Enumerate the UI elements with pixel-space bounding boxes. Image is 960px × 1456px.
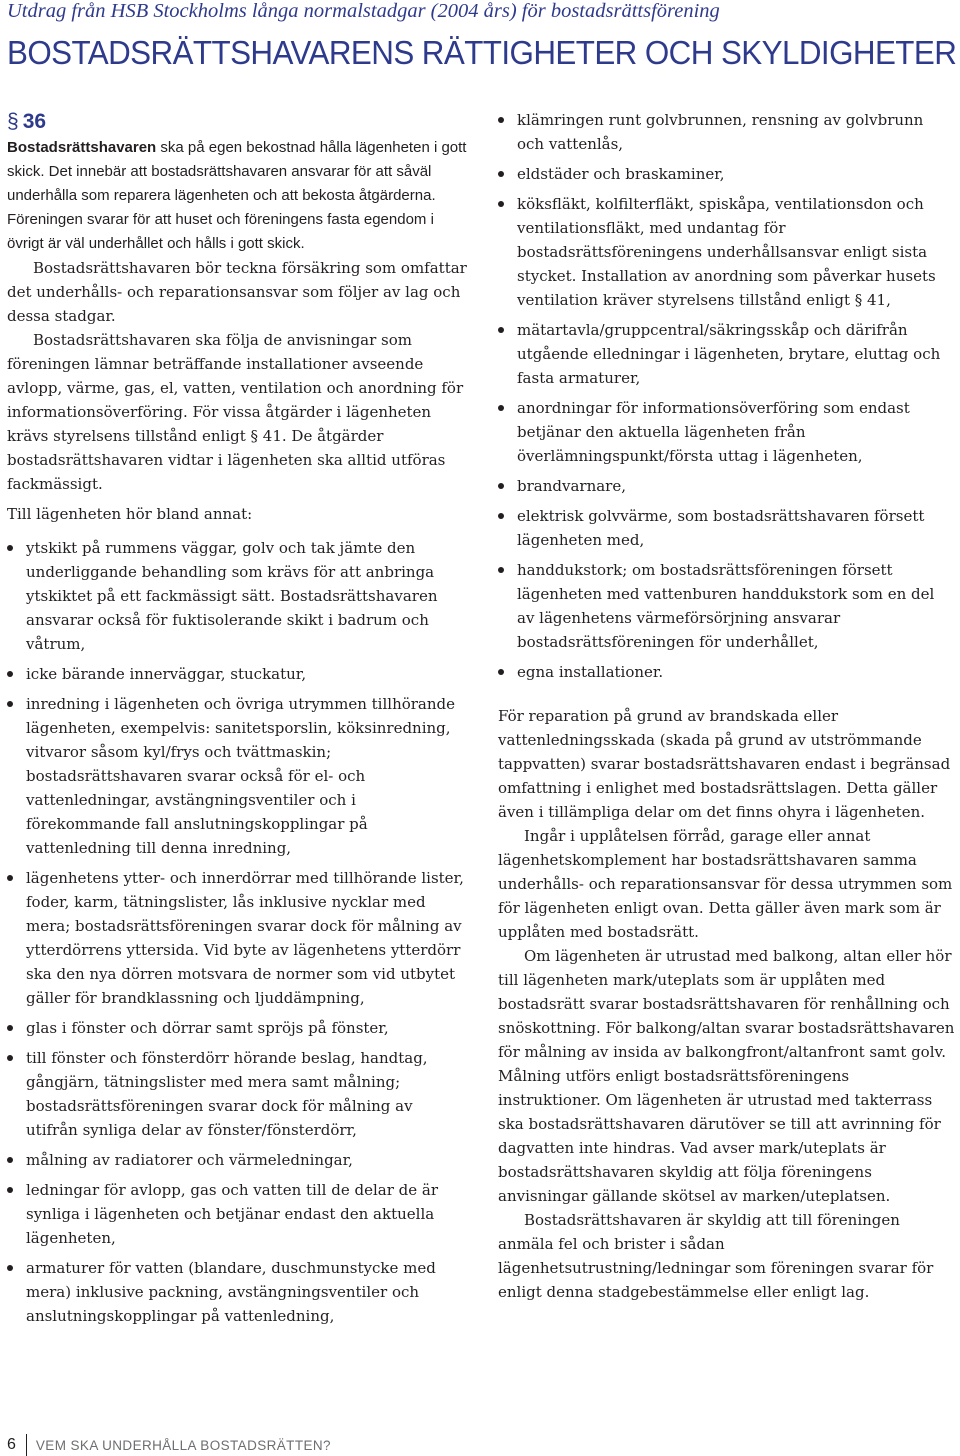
list-item: handdukstork; om bostadsrättsföreningen försett lägenheten med vattenburen handdukstork som en del av lägenhetens värmeförsörjning ansvarar bostadsrättsföreningen för underhållet, [498,558,955,654]
footer-divider [26,1434,27,1456]
lead-text: ska på egen bekostnad hålla lägenheten i gott skick. Det innebär att bostadsrättshavaren ansvarar för att såväl underhålla som reparera lägenheten och att bekosta åtgärderna. Föreningen svarar för att huset och föreningens fasta egendom i övrigt är väl underhållet och hålls i gott skick. [7,139,467,252]
right-paragraphs [498,704,955,1304]
list-item: klämringen runt golvbrunnen, rensning av golvbrunn och vattenlås, [498,108,955,156]
list-intro: Till lägenheten hör bland annat: [7,505,253,523]
list-item: armaturer för vatten (blandare, duschmunstycke med mera) inklusive packning, avstängningsventiler och anslutningskopplingar på vattenledning, [7,1256,469,1328]
left-column [7,108,469,1334]
body-paragraph: För reparation på grund av brandskada eller vattenledningsskada (skada på grund av utströmmande tappvatten) svarar bostadsrättshavaren endast i begränsad omfattning i enlighet med bostadsrättslagen. Detta gäller även i tillämpliga delar om det finns ohyra i lägenheten. [498,707,951,821]
list-item: eldstäder och braskaminer, [498,162,955,186]
list-item: köksfläkt, kolfilterfläkt, spiskåpa, ventilationsdon och ventilationsfläkt, med undantag för bostadsrättsföreningens underhållsansvar enligt sista stycket. Installation av anordning som påverkar husets ventilation kräver styrelsens tillstånd enligt § 41, [498,192,955,312]
page-footer [7,1434,947,1456]
list-item: egna installationer. [498,660,955,684]
responsibility-list-right [498,108,955,684]
responsibility-list-left [7,536,469,1328]
installations-paragraph: Bostadsrättshavaren ska följa de anvisningar som föreningen lämnar beträffande installationer avseende avlopp, värme, gas, el, vatten, ventilation och anordning för informationsöverföring. För vissa åtgärder i lägenheten krävs styrelsens tillstånd enligt § 41. De åtgärder bostadsrättshavaren vidtar i lägenheten ska alltid utföras fackmässigt. [7,331,464,493]
list-item: lägenhetens ytter- och innerdörrar med tillhörande lister, foder, karm, tätningslister, lås inklusive nycklar med mera; bostadsrättsföreningen svarar dock för målning av ytterdörrens yttersida. Vid byte av lägenhetens ytterdörr ska den nya dörren motsvara de normer som vid utbytet gäller för brandklassning och ljuddämpning, [7,866,469,1010]
section-lead-paragraph [7,136,469,256]
body-paragraph: Bostadsrättshavaren är skyldig att till föreningen anmäla fel och brister i sådan lägenhetsutrustning/ledningar som föreningen svarar för enligt denna stadgebestämmelse eller enligt lag. [498,1211,934,1301]
list-item: ytskikt på rummens väggar, golv och tak jämte den underliggande behandling som krävs för att anbringa ytskiktet på ett fackmässigt sätt. Bostadsrättshavaren ansvarar också för fuktisolerande skikt i badrum och våtrum, [7,536,469,656]
right-column [498,108,955,1304]
list-item: icke bärande innerväggar, stuckatur, [7,662,469,686]
section-symbol: § [7,110,19,133]
insurance-paragraph: Bostadsrättshavaren bör teckna försäkring som omfattar det underhålls- och reparationsansvar som följer av lag och dessa stadgar. [7,259,467,325]
document-kicker: Utdrag från HSB Stockholms långa normalstadgar (2004 års) för bostadsrättsförening [7,0,720,22]
list-item: målning av radiatorer och värmeledningar, [7,1148,469,1172]
body-paragraph: Ingår i upplåtelsen förråd, garage eller annat lägenhetskomplement har bostadsrättshavaren samma underhålls- och reparationsansvar för dessa utrymmen som för lägenheten enligt ovan. Detta gäller även mark som är upplåten med bostadsrätt. [498,827,953,941]
lead-bold: Bostadsrättshavaren [7,139,157,156]
list-item: elektrisk golvvärme, som bostadsrättshavaren försett lägenheten med, [498,504,955,552]
list-item: mätartavla/gruppcentral/säkringsskåp och därifrån utgående elledningar i lägenheten, brytare, eluttag och fasta armaturer, [498,318,955,390]
list-item: anordningar för informationsöverföring som endast betjänar den aktuella lägenheten från överlämningspunkt/första uttag i lägenheten, [498,396,955,468]
list-item: till fönster och fönsterdörr hörande beslag, handtag, gångjärn, tätningslister med mera samt målning; bostadsrättsföreningen svarar dock för målning av utifrån synliga delar av fönster/fönsterdörr, [7,1046,469,1142]
section-heading [7,108,469,136]
list-item: ledningar för avlopp, gas och vatten till de delar de är synliga i lägenheten och betjänar endast den aktuella lägenheten, [7,1178,469,1250]
running-title: VEM SKA UNDERHÅLLA BOSTADSRÄTTEN? [35,1437,331,1453]
list-item: glas i fönster och dörrar samt spröjs på fönster, [7,1016,469,1040]
list-item: inredning i lägenheten och övriga utrymmen tillhörande lägenheten, exempelvis: sanitetsporslin, köksinredning, vitvaror såsom kyl/frys och tvättmaskin; bostadsrättshavaren svarar också för el- och vattenledningar, avstängningsventiler och i förekommande fall anslutningskopplingar på vattenledning till denna inredning, [7,692,469,860]
section-number: 36 [22,110,47,133]
page-title: BOSTADSRÄTTSHAVARENS RÄTTIGHETER OCH SKYLDIGHETER [7,34,957,71]
page-number: 6 [7,1436,16,1453]
body-paragraph: Om lägenheten är utrustad med balkong, altan eller hör till lägenheten mark/uteplats som är upplåten med bostadsrätt svarar bostadsrättshavaren för renhållning och snöskottning. För balkong/altan svarar bostadsrättshavaren för målning av insida av balkongfront/altanfront samt golv. Målning utförs enligt bostadsrättsföreningens instruktioner. Om lägenheten är utrustad med takterrass ska bostadsrättshavaren därutöver se till att avrinning för dagvatten inte hindras. Vad avser mark/uteplats är bostadsrättshavaren skyldig att följa föreningens anvisningar gällande skötsel av marken/uteplatsen. [498,947,955,1205]
list-item: brandvarnare, [498,474,955,498]
